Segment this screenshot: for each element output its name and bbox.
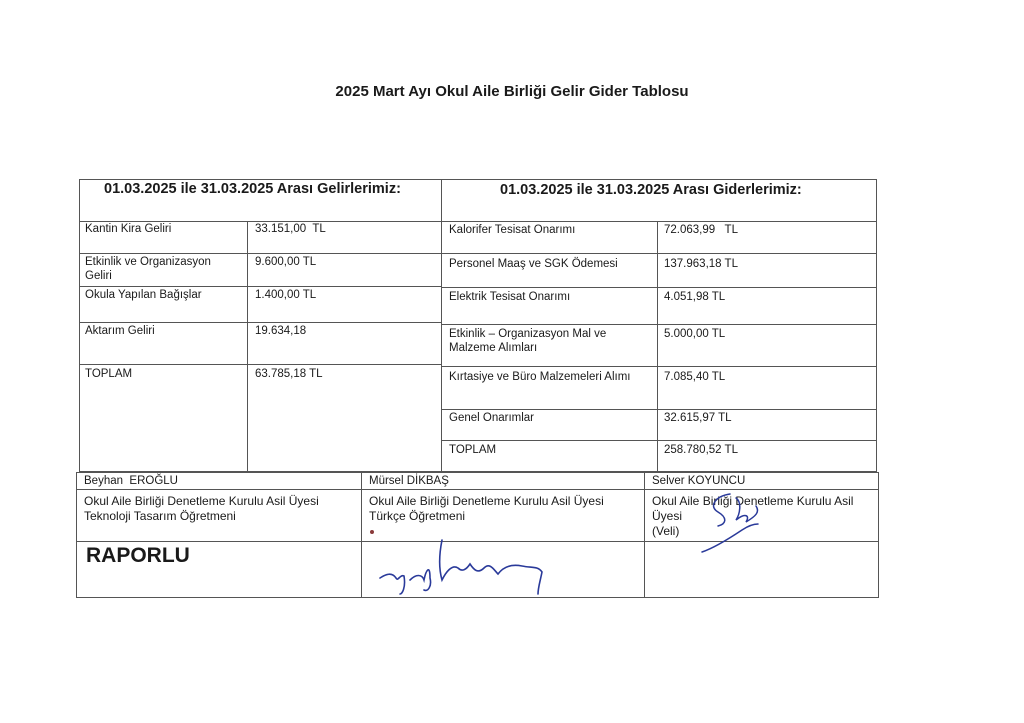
table-divider bbox=[361, 472, 362, 598]
income-amount: 1.400,00 TL bbox=[255, 289, 317, 301]
expense-amount: 5.000,00 TL bbox=[664, 328, 726, 340]
signatory-name: Selver KOYUNCU bbox=[652, 475, 746, 487]
raporlu-note: RAPORLU bbox=[86, 544, 190, 567]
expense-label: Kalorifer Tesisat Onarımı bbox=[449, 224, 576, 236]
expense-total-amount: 258.780,52 TL bbox=[664, 444, 738, 456]
expense-amount: 7.085,40 TL bbox=[664, 371, 726, 383]
signature-koyuncu bbox=[696, 490, 766, 560]
expense-label: Etkinlik – Organizasyon Mal ve Malzeme Alımları bbox=[449, 328, 607, 354]
signatory-role: Türkçe Öğretmeni bbox=[369, 509, 466, 523]
table-divider bbox=[441, 179, 442, 472]
expense-label: Kırtasiye ve Büro Malzemeleri Alımı bbox=[449, 371, 631, 383]
signatory-name: Beyhan EROĞLU bbox=[84, 475, 178, 487]
expense-header: 01.03.2025 ile 31.03.2025 Arası Giderlerimiz: bbox=[500, 182, 802, 198]
expense-label: Elektrik Tesisat Onarımı bbox=[449, 291, 571, 303]
expense-total-label: TOPLAM bbox=[449, 444, 497, 456]
ink-dot bbox=[370, 530, 374, 534]
table-divider bbox=[644, 472, 645, 598]
income-total-label: TOPLAM bbox=[85, 368, 133, 380]
table-divider bbox=[441, 409, 877, 410]
table-divider bbox=[79, 322, 441, 323]
table-divider bbox=[657, 221, 658, 472]
income-amount: 19.634,18 bbox=[255, 325, 307, 337]
table-divider bbox=[441, 253, 877, 254]
expense-label: Genel Onarımlar bbox=[449, 412, 535, 424]
income-label: Kantin Kira Geliri bbox=[85, 223, 172, 235]
income-label: Aktarım Geliri bbox=[85, 325, 155, 337]
expense-amount: 4.051,98 TL bbox=[664, 291, 726, 303]
signature-dikbas bbox=[372, 530, 557, 598]
income-label: Okula Yapılan Bağışlar bbox=[85, 289, 202, 301]
expense-label: Personel Maaş ve SGK Ödemesi bbox=[449, 258, 618, 270]
income-header: 01.03.2025 ile 31.03.2025 Arası Gelirlerimiz: bbox=[104, 181, 401, 197]
income-amount: 9.600,00 TL bbox=[255, 256, 317, 268]
signatory-role: (Veli) bbox=[652, 524, 680, 538]
expense-amount: 137.963,18 TL bbox=[664, 258, 738, 270]
signatory-role: Teknoloji Tasarım Öğretmeni bbox=[84, 509, 236, 523]
table-divider bbox=[247, 221, 248, 472]
signatory-role: Okul Aile Birliği Denetleme Kurulu Asil bbox=[652, 494, 854, 508]
table-divider bbox=[441, 287, 877, 288]
income-amount: 33.151,00 TL bbox=[255, 223, 326, 235]
expense-amount: 72.063,99 TL bbox=[664, 224, 738, 236]
document-title: 2025 Mart Ayı Okul Aile Birliği Gelir Gider Tablosu bbox=[335, 83, 689, 100]
signatory-role: Okul Aile Birliği Denetleme Kurulu Asil Üyesi bbox=[84, 494, 319, 508]
signatory-role: Okul Aile Birliği Denetleme Kurulu Asil Üyesi bbox=[369, 494, 604, 508]
expense-amount: 32.615,97 TL bbox=[664, 412, 732, 424]
table-divider bbox=[441, 366, 877, 367]
table-divider bbox=[79, 286, 441, 287]
signatory-role: Üyesi bbox=[652, 509, 683, 523]
table-divider bbox=[79, 253, 441, 254]
table-divider bbox=[441, 324, 877, 325]
signatory-name: Mürsel DİKBAŞ bbox=[369, 475, 449, 487]
table-divider bbox=[79, 364, 441, 365]
income-label: Etkinlik ve Organizasyon Geliri bbox=[85, 256, 211, 282]
income-total-amount: 63.785,18 TL bbox=[255, 368, 323, 380]
table-divider bbox=[441, 440, 877, 441]
